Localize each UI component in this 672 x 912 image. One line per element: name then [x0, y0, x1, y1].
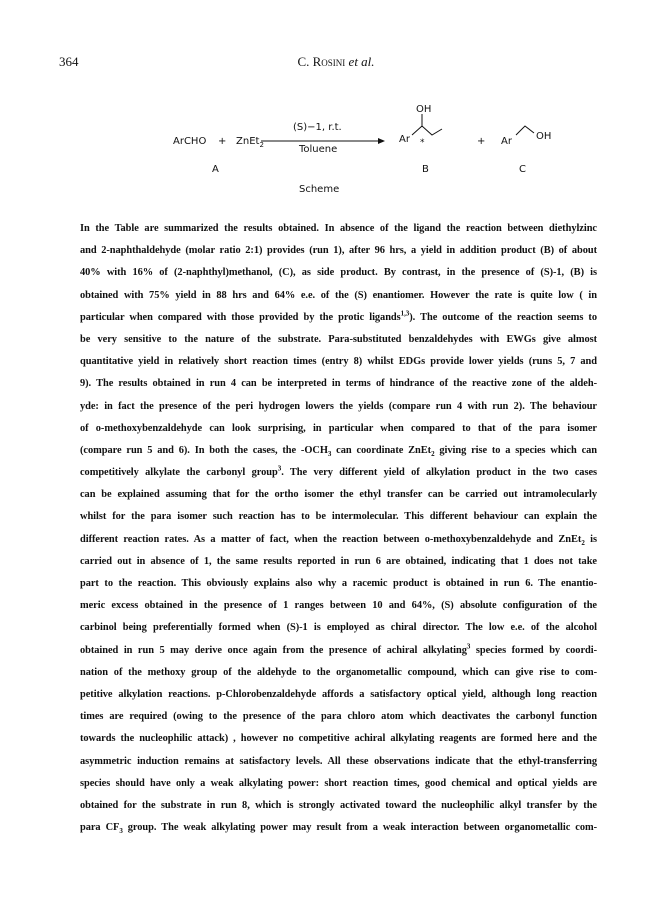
product-b-stereocenter: * [420, 138, 425, 148]
product-c-oh: OH [536, 131, 552, 142]
running-head-etal: et al. [345, 54, 375, 69]
body-line: yde: in fact the presence of the peri hydrogen lowers the yields (compare run 4 with run 2). The behaviour [80, 400, 597, 412]
page-header [0, 54, 672, 70]
body-line: para $CF_3$ group. The weak alkylating power may result from a weak interaction between organometallic com- [80, 822, 597, 836]
body-line: carried out in absence of 1, the same results reported in run 6 are obtained, indicating that 1 does not take [80, 555, 597, 567]
body-line: obtained for the substrate in run 8, which is strongly activated toward the nucleophilic alkyl transfer by the [80, 799, 597, 811]
body-line: 9). The results obtained in run 4 can be interpreted in terms of hindrance of the reactive zone of the aldeh- [80, 378, 597, 390]
scheme-caption: Scheme [299, 184, 340, 195]
scheme-drawing [150, 100, 550, 200]
product-c-skeleton [516, 126, 534, 135]
body-line: whilst for the para isomer such reaction has to be intermolecular. This different behaviour can explain the [80, 511, 597, 523]
body-line: can be explained assuming that for the ortho isomer the ethyl transfer can be carried out intramolecularly [80, 489, 597, 501]
body-line: quantitative yield in relatively short reaction times (entry 8) whilst EDGs provide lower yields (runs 5, 7 and [80, 356, 597, 368]
product-c-ar: Ar [501, 136, 512, 147]
scheme-plus-2: + [477, 136, 486, 147]
body-line: be very sensitive to the nature of the substrate. Para-substituted benzaldehydes with EWGs give almost [80, 333, 597, 345]
reaction-scheme [150, 100, 550, 200]
body-line: meric excess obtained in the presence of 1 ranges between 10 and 64%, (S) absolute configuration of the [80, 600, 597, 612]
scheme-plus-1: + [218, 136, 227, 147]
body-text [80, 218, 597, 839]
label-c: C [519, 164, 526, 175]
body-line: towards the nucleophilic attack) , however no competitive achiral alkylating reagents are formed here and the [80, 733, 597, 745]
body-line: species should have only a weak alkylating power: short reaction times, good chemical and optical yields are [80, 777, 597, 789]
product-b-oh: OH [416, 104, 432, 115]
product-b-ar: Ar [399, 134, 410, 145]
running-head-author: Rosini [312, 54, 346, 69]
body-line: different reaction rates. As a matter of fact, when the reaction between o-methoxybenzaldehyde and ZnEt$_2$ is [80, 533, 597, 547]
reaction-arrow-head [378, 138, 385, 144]
body-line: times are required (owing to the presence of the para chloro atom which deactivates the carbonyl function [80, 711, 597, 723]
body-line: petitive alkylation reactions. p-Chlorobenzaldehyde affords a satisfactory optical yield, although long reaction [80, 688, 597, 700]
body-line: asymmetric induction remains at satisfactory levels. All these observations indicate that the ethyl-transferring [80, 755, 597, 767]
label-b: B [422, 164, 429, 175]
condition-top: (S)−1, r.t. [293, 122, 342, 133]
running-head [0, 54, 672, 70]
body-line: carbinol being preferentially formed when (S)-1 is employed as chiral director. The low e.e. of the alcohol [80, 622, 597, 634]
product-b-skeleton [412, 126, 442, 135]
body-line: particular when compared with those provided by the protic ligands$^{1,3}$). The outcome of the reaction seems to [80, 309, 597, 323]
reagent [236, 136, 264, 147]
reagent-subscript: 2 [259, 141, 264, 149]
body-line: obtained with 75% yield in 88 hrs and 64% e.e. of the (S) enantiomer. However the rate is quite low ( in [80, 289, 597, 301]
body-line: nation of the methoxy group of the aldehyde to the organometallic compound, which can give rise to com- [80, 666, 597, 678]
reagent-text: ZnEt [236, 136, 260, 147]
body-line: (compare run 5 and 6). In both the cases, the $-OCH_3$ can coordinate ZnEt$_2$ giving rise to a species which can [80, 444, 598, 458]
body-line: competitively alkylate the carbonyl group$^3$. The very different yield of alkylation product in the two cases [80, 464, 597, 479]
body-line: and 2-naphthaldehyde (molar ratio 2:1) provides (run 1), after 96 hrs, a yield in addition product (B) of about [80, 245, 597, 257]
running-head-prefix: C. [297, 54, 313, 69]
reactant-a: ArCHO [173, 136, 207, 147]
page-number: 364 [59, 54, 79, 69]
body-line: of o-methoxybenzaldehyde can look surprising, in particular when compared to that of the para isomer [80, 422, 597, 434]
body-line: obtained in run 5 may derive once again from the presence of achiral alkylating$^3$ species formed by coordi- [80, 642, 597, 656]
body-line: part to the reaction. This obviously explains also why a racemic product is obtained in run 6. The enantio- [80, 578, 597, 589]
label-a: A [212, 164, 219, 175]
body-line: 40% with 16% of (2-naphthyl)methanol, (C), as side product. By contrast, in the presence of (S)-1, (B) is [80, 267, 597, 279]
body-line: In the Table are summarized the results obtained. In absence of the ligand the reaction between diethylzinc [80, 223, 597, 234]
condition-bottom: Toluene [299, 144, 338, 155]
